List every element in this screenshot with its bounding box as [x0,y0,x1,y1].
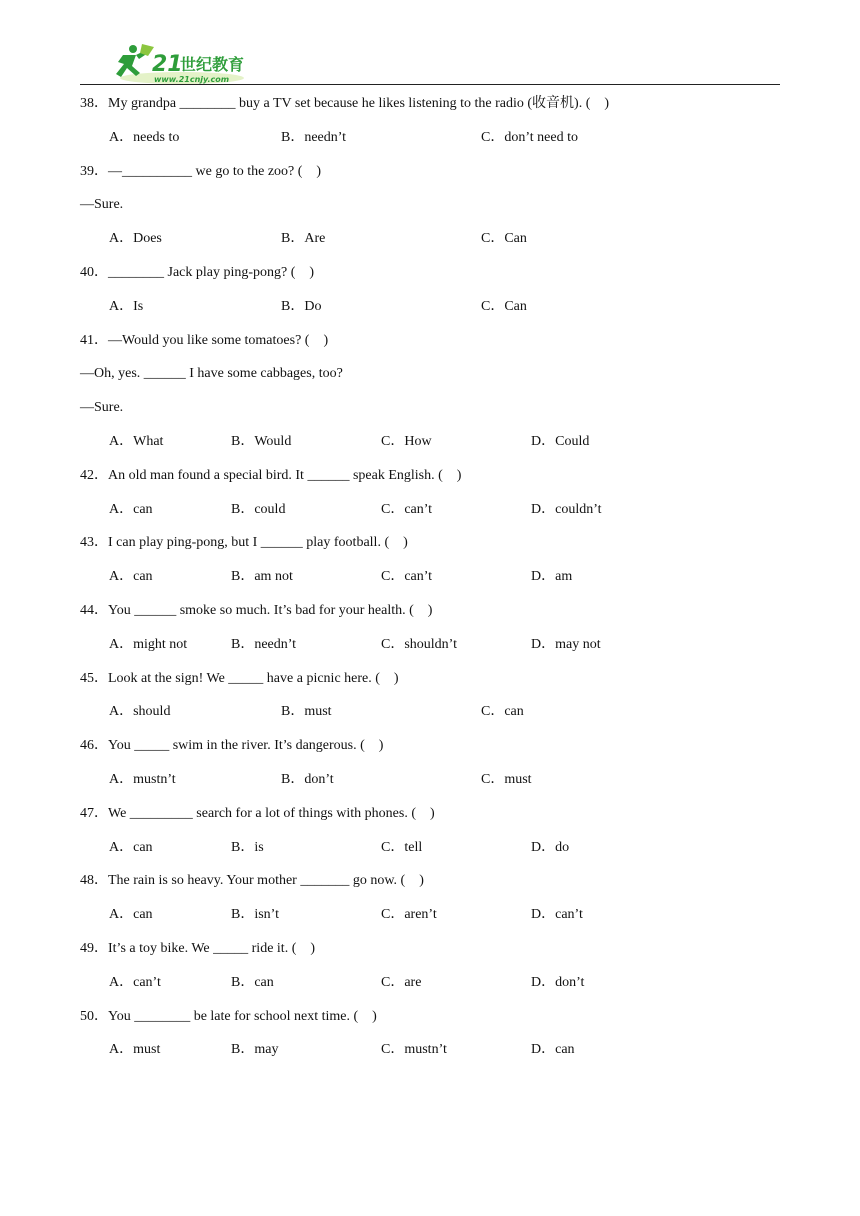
answer-option: D．don’t [531,974,585,990]
answer-option: C．can’t [381,569,433,585]
answer-option: B．isn’t [231,907,279,923]
answer-option: B．Do [281,298,322,314]
answer-option: C．can [481,704,524,720]
answer-option: B．don’t [281,772,334,787]
question-stem: 49．It’s a toy bike. We _____ ride it. ( ) [80,941,316,956]
answer-option: C．Can [481,298,527,314]
answer-option: D．Could [531,434,590,449]
answer-option: B．is [231,839,264,855]
answer-option: B．am not [231,569,293,585]
page-header [80,40,780,86]
answer-option: A．can’t [109,974,161,990]
21cnjy-logo [102,42,262,86]
answer-option: A．can [109,569,153,585]
question-dialogue-line: —Sure. [80,197,124,213]
answer-option: C．don’t need to [481,129,578,145]
svg-text:世纪教育: 世纪教育 [180,55,245,74]
answer-option: D．do [531,839,570,855]
answer-option: C．shouldn’t [381,636,457,652]
answer-option: B．Would [231,434,292,449]
question-stem: 39．—__________ we go to the zoo? ( ) [80,163,322,179]
question-stem: 42．An old man found a special bird. It ______ speak English. ( ) [80,467,462,483]
question-stem: 50．You ________ be late for school next time. ( ) [80,1008,377,1024]
answer-option: C．must [481,772,532,787]
question-stem: 45．Look at the sign! We _____ have a picnic here. ( ) [80,670,399,686]
answer-option: D．can [531,1042,575,1058]
svg-text:www.21cnjy.com: www.21cnjy.com [154,75,230,84]
answer-option: C．tell [381,839,423,855]
question-stem: 38．My grandpa ________ buy a TV set because he likes listening to the radio (收音机). ( ) [80,96,610,111]
answer-option: D．am [531,569,573,585]
answer-option: A．Does [109,231,162,247]
answer-option: D．may not [531,636,601,652]
question-stem: 48．The rain is so heavy. Your mother _______ go now. ( ) [80,873,424,889]
question-dialogue-line: —Oh, yes. ______ I have some cabbages, too? [80,366,343,382]
answer-option: A．What [109,434,164,449]
answer-option: A．Is [109,298,144,314]
answer-option: C．are [381,974,422,990]
answer-option: C．mustn’t [381,1042,447,1058]
svg-text:21: 21 [152,52,183,77]
answer-option: A．might not [109,636,188,652]
question-stem: 44．You ______ smoke so much. It’s bad for your health. ( ) [80,603,433,618]
answer-option: B．needn’t [231,636,297,652]
question-stem: 40．________ Jack play ping-pong? ( ) [80,265,315,280]
answer-option: A．can [109,907,153,923]
answer-option: A．can [109,501,153,517]
answer-option: C．Can [481,231,527,247]
answer-option: B．could [231,501,286,517]
answer-option: A．must [109,1042,161,1058]
answer-option: C．How [381,434,432,449]
question-stem: 46．You _____ swim in the river. It’s dangerous. ( ) [80,738,384,754]
answer-option: A．needs to [109,129,180,145]
answer-option: A．should [109,704,171,720]
answer-option: D．couldn’t [531,501,602,517]
answer-option: A．can [109,839,153,855]
question-stem: 43．I can play ping-pong, but I ______ play football. ( ) [80,535,408,551]
answer-option: B．must [281,704,332,720]
answer-option: C．aren’t [381,907,437,923]
question-stem: 41．—Would you like some tomatoes? ( ) [80,332,329,348]
answer-option: B．can [231,974,274,990]
question-dialogue-line: —Sure. [80,400,124,416]
answer-option: B．may [231,1042,279,1058]
answer-option: B．Are [281,231,326,247]
answer-option: C．can’t [381,501,433,517]
answer-option: B．needn’t [281,129,347,145]
question-stem: 47．We _________ search for a lot of things with phones. ( ) [80,805,435,821]
answer-option: A．mustn’t [109,772,176,787]
answer-option: D．can’t [531,907,583,923]
header-divider [80,84,780,85]
